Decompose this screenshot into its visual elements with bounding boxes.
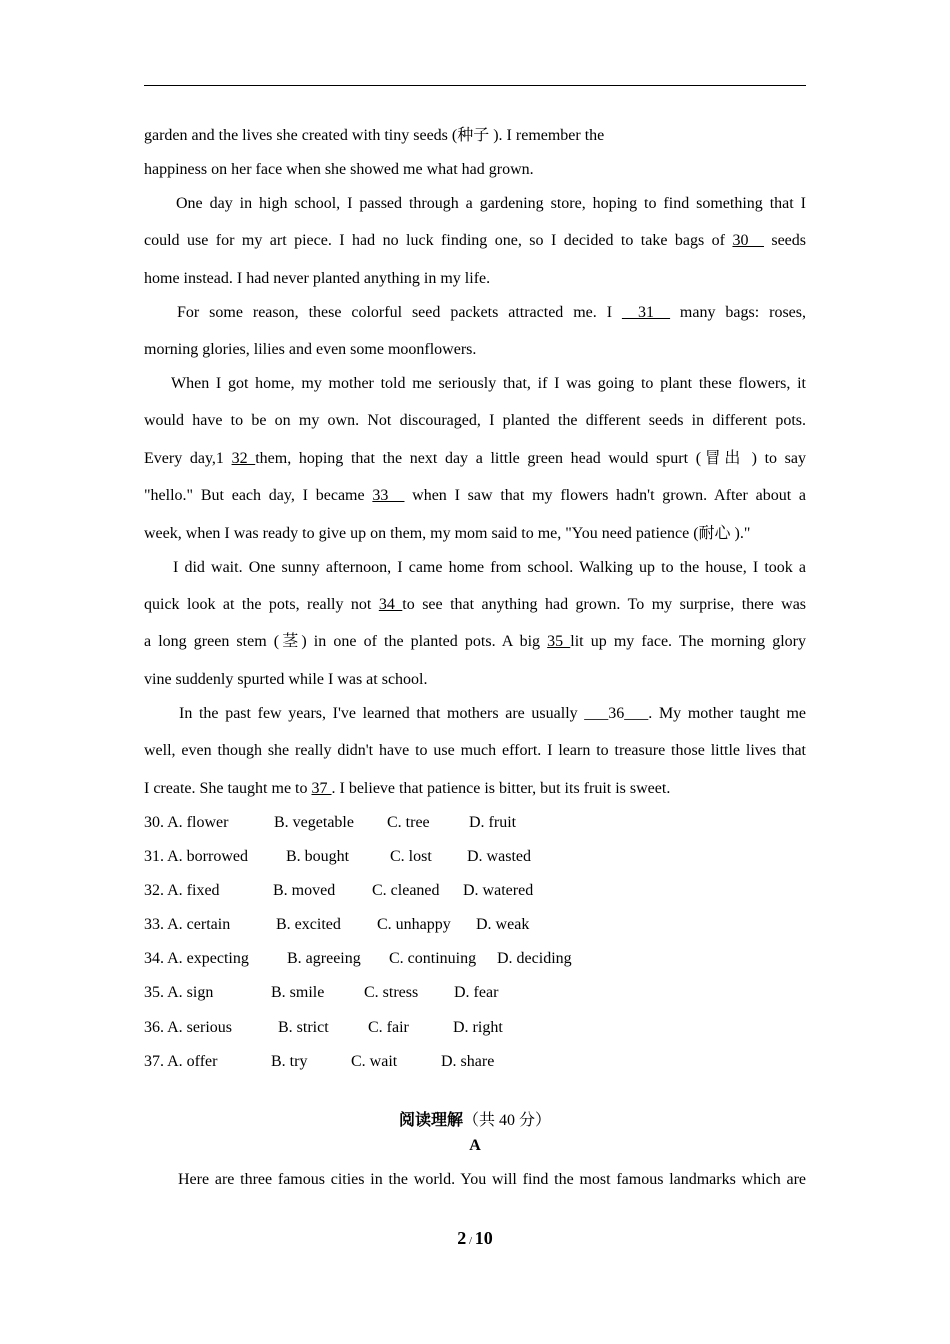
option-b: B. agreeing	[287, 950, 361, 967]
option-b: B. vegetable	[274, 814, 354, 831]
passage-line: well, even though she really didn't have to use much effort. I learn to treasure those little lives that	[144, 742, 806, 759]
option-d: D. watered	[463, 882, 534, 899]
section-title: 阅读理解	[398, 1112, 463, 1129]
option-d: D. deciding	[497, 950, 572, 967]
passage-line: In the past few years, I've learned that mothers are usually ___36___. My mother taught me	[179, 705, 806, 722]
option-b: B. try	[271, 1053, 308, 1070]
section-score: （共 40 分）	[463, 1112, 552, 1129]
blank-37: 37	[311, 780, 332, 797]
option-b: B. bought	[286, 848, 350, 865]
option-d: D. share	[441, 1053, 495, 1070]
section-heading	[0, 1111, 950, 1131]
passage-line: I create. She taught me to 37 . I believe that patience is bitter, but its fruit is sweet.	[144, 780, 671, 797]
option-b: B. moved	[273, 882, 336, 899]
passage-line: would have to be on my own. Not discouraged, I planted the different seeds in different pots.	[144, 412, 806, 429]
option-d: D. weak	[476, 916, 530, 933]
header-rule	[144, 85, 806, 86]
passage-line: "hello." But each day, I became 33__ when I saw that my flowers hadn't grown. After about a	[144, 487, 807, 504]
passage-line: For some reason, these colorful seed packets attracted me. I __31__ many bags: roses,	[177, 304, 806, 321]
option-c: C. wait	[351, 1053, 398, 1070]
blank-31: __31__	[621, 304, 670, 321]
passage-line: week, when I was ready to give up on them, my mom said to me, "You need patience (耐心 )."	[144, 525, 751, 542]
blank-34: 34	[378, 596, 403, 613]
option-c: C. stress	[364, 984, 419, 1001]
option-a: 36. A. serious	[144, 1019, 232, 1036]
option-a: 30. A. flower	[144, 814, 229, 831]
section-sub-heading: A	[469, 1137, 481, 1154]
passage-line: quick look at the pots, really not 34 to see that anything had grown. To my surprise, there was	[144, 596, 807, 613]
current-page: 2	[457, 1228, 467, 1248]
passage-line: morning glories, lilies and even some moonflowers.	[144, 341, 477, 358]
blank-33: 33__	[372, 487, 405, 504]
option-b: B. strict	[278, 1019, 329, 1036]
option-d: D. right	[453, 1019, 503, 1036]
option-b: B. smile	[271, 984, 325, 1001]
option-c: C. unhappy	[377, 916, 451, 933]
option-d: D. wasted	[467, 848, 531, 865]
option-c: C. cleaned	[372, 882, 440, 899]
blank-30: 30 _	[732, 232, 764, 249]
option-d: D. fruit	[469, 814, 517, 831]
option-b: B. excited	[276, 916, 341, 933]
option-c: C. tree	[387, 814, 430, 831]
option-c: C. lost	[390, 848, 432, 865]
passage-line: garden and the lives she created with tiny seeds (种子 ). I remember the	[144, 127, 605, 144]
option-d: D. fear	[454, 984, 499, 1001]
passage-line: I did wait. One sunny afternoon, I came home from school. Walking up to the house, I took a	[173, 559, 806, 576]
passage-line: home instead. I had never planted anything in my life.	[144, 270, 491, 287]
passage-line: One day in high school, I passed through a gardening store, hoping to find something that I	[176, 195, 806, 212]
section-intro: Here are three famous cities in the world. You will find the most famous landmarks which are	[178, 1171, 806, 1188]
option-a: 32. A. fixed	[144, 882, 220, 899]
passage-line: happiness on her face when she showed me what had grown.	[144, 161, 534, 178]
option-a: 35. A. sign	[144, 984, 214, 1001]
total-pages: 10	[474, 1228, 493, 1248]
option-c: C. fair	[368, 1019, 409, 1036]
page-number	[0, 1228, 950, 1251]
blank-35: 35	[547, 633, 571, 650]
passage-line: vine suddenly spurted while I was at school.	[144, 671, 428, 688]
option-a: 33. A. certain	[144, 916, 231, 933]
passage-line: could use for my art piece. I had no luck finding one, so I decided to take bags of 30 _ seeds	[144, 232, 807, 249]
passage-line: When I got home, my mother told me seriously that, if I was going to plant these flowers, it	[171, 375, 806, 392]
option-a: 34. A. expecting	[144, 950, 249, 967]
option-c: C. continuing	[389, 950, 477, 967]
page-separator: /	[466, 1235, 475, 1247]
blank-32: 32	[231, 450, 256, 467]
option-a: 31. A. borrowed	[144, 848, 248, 865]
passage-line: Every day,1 32 them, hoping that the next day a little green head would spurt (冒出 ) to say	[144, 450, 807, 467]
passage-line: a long green stem (茎) in one of the planted pots. A big 35 lit up my face. The morning glory	[144, 633, 806, 650]
option-a: 37. A. offer	[144, 1053, 218, 1070]
